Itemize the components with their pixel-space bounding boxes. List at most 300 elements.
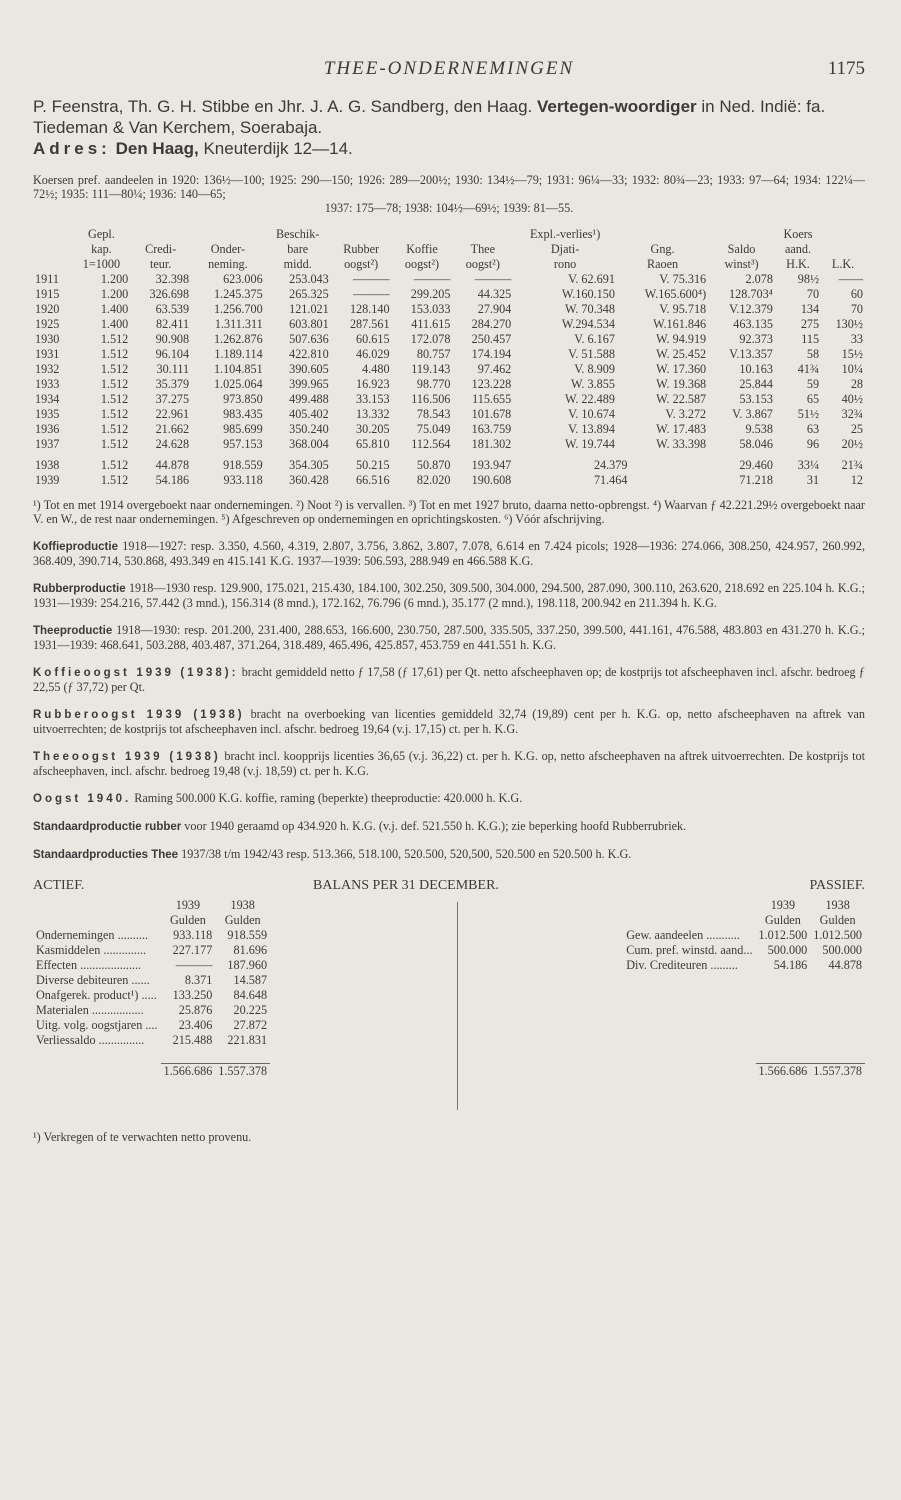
year-cell: 1911 [35,272,59,286]
table-cell: ——— [413,272,451,286]
table-cell: 174.194 [471,347,512,361]
table-cell: V. 10.674 [568,407,615,421]
paragraph-label: Rubberoogst 1939 (1938) [33,709,245,721]
balance-liabilities [623,898,865,1079]
paragraph-text: voor 1940 geraamd op 434.920 h. K.G. (v.j. def. 521.550 h. K.G.); zie beperking hoofd Rubberrubriek. [181,819,687,833]
year-cell: 1938 [35,458,60,472]
table-cell: ——— [353,287,390,301]
table-cell: 20½ [841,437,863,451]
year-cell: 1925 [35,317,60,331]
balance-item: Materialen ................. [36,1003,144,1017]
balance-total-row [623,1063,865,1079]
balance-footnote: ¹) Verkregen of te verwachten netto provenu. [33,1130,252,1144]
table-cell: 390.605 [289,362,329,376]
table-cell: 250.457 [471,332,512,346]
paragraph-text: Raming 500.000 K.G. koffie, raming (beperkte) theeproductie: 420.000 h. K.G. [131,791,523,805]
table-cell: 37.275 [155,392,190,406]
balance-spacer [623,1063,755,1079]
table-cell: 623.006 [223,272,263,286]
paragraph-label: Theeoogst 1939 (1938) [33,751,221,763]
table-row [33,392,865,407]
table-cell: 53.153 [739,392,773,406]
balance-value: 227.177 [172,943,213,957]
table-cell: 1.512 [100,347,129,361]
table-header-cell [331,227,392,242]
production-paragraph [33,819,865,834]
table-row [33,458,865,473]
koersen-block [33,173,865,215]
table-cell: 90.908 [155,332,190,346]
table-cell: V.13.357 [729,347,773,361]
paragraph-text: bracht gemiddeld netto ƒ 17,58 (ƒ 17,61) per Qt. netto afscheephaven op; de kostprijs tot afscheephaven incl. afschr. bedroeg ƒ 22,55 (ƒ 37,72) per Qt. [33,665,865,694]
table-cell: 24.628 [155,437,190,451]
table-cell: W.160.150 [561,287,615,301]
balance-value: 133.250 [172,988,213,1002]
table-cell: 97.462 [477,362,512,376]
year-cell: 1934 [35,392,60,406]
table-cell: 360.428 [289,473,329,487]
table-cell: 46.029 [356,347,390,361]
table-cell: 275 [800,317,820,331]
table-row [33,347,865,362]
table-cell: 32¾ [841,407,863,421]
balance-value: 81.696 [233,943,268,957]
balance-item: Kasmiddelen .............. [36,943,147,957]
paragraph-label: Koffieproductie [33,541,118,553]
table-cell: 1.311.311 [214,317,263,331]
balance-year: 1938 [825,898,850,912]
year-cell: 1915 [35,287,60,301]
paragraph-label: Rubberproductie [33,583,126,595]
balance-title: BALANS PER 31 DECEMBER. [313,878,499,893]
koersen-line-1: Koersen pref. aandeelen in 1920: 136½—100; 1925: 290—150; 1926: 289—200½; 1930: 134½—79; 1931: 96¼—33; 1932: 80¾—23; 1933: 97—64; 1934: 122¼—72½; 1935: 111—80¼; 1936: 140—65; [33,173,865,201]
table-cell: 98.770 [416,377,451,391]
table-cell: 28 [850,377,863,391]
balance-value: 84.648 [233,988,268,1002]
table-header-cell [617,227,708,242]
table-cell: 22.961 [155,407,190,421]
table-cell: 16.923 [356,377,390,391]
balance-value: 23.406 [178,1018,213,1032]
table-cell: 603.801 [289,317,329,331]
table-cell: 1.512 [100,392,129,406]
table-cell: W. 94.919 [656,332,707,346]
table-cell: V. 95.718 [659,302,707,316]
table-cell: 101.678 [471,407,512,421]
table-cell: W. 17.483 [656,422,707,436]
table-cell: W. 17.360 [656,362,707,376]
table-header-cell: midd. [283,257,312,271]
table-cell: 153.033 [410,302,451,316]
table-cell: 96.104 [155,347,190,361]
balance-value: 1.012.500 [813,928,862,942]
table-row [33,287,865,302]
table-header-row [33,242,865,257]
table-cell: 1.104.851 [213,362,263,376]
table-cell: 50.215 [356,458,390,472]
table-cell: 59 [806,377,820,391]
balance-value: 44.878 [828,958,862,972]
table-cell: 463.135 [733,317,773,331]
table-cell: W. 33.398 [656,437,707,451]
table-cell: 985.699 [223,422,263,436]
table-cell: W. 19.744 [564,437,615,451]
table-header-cell: Expl.-verlies¹) [529,227,601,241]
table-cell: 96 [806,437,820,451]
table-cell: 51½ [797,407,820,421]
balance-value: 54.186 [773,958,808,972]
table-cell: 112.564 [411,437,451,451]
year-cell: 1936 [35,422,60,436]
balance-divider [457,902,458,1110]
paragraph-text: 1918—1930: resp. 201.200, 231.400, 288.653, 166.600, 230.750, 287.500, 335.505, 337.250, 399.500, 441.161, 476.588, 483.803 en 431.270 h. K.G.; 1931—1939: 468.641, 503.288, 403.487, 371.264, 318.489, 465.496, 425.857, 453.759 en 441.551 h. K.G. [33,623,865,652]
production-paragraph [33,791,865,806]
table-cell: 933.118 [223,473,263,487]
table-cell: 405.402 [289,407,329,421]
balance-year: 1939 [175,898,201,912]
table-cell: 350.240 [289,422,329,436]
table-cell: 918.559 [223,458,263,472]
balance-item: Diverse debiteuren ...... [36,973,150,987]
balance-assets [33,898,270,1079]
balance-row [33,973,270,988]
table-cell: V. 13.894 [568,422,615,436]
year-cell: 1930 [35,332,60,346]
table-cell: 31 [806,473,820,487]
table-cell: 44.325 [477,287,512,301]
balance-spacer-row [623,1048,865,1063]
table-cell: W. 22.587 [656,392,707,406]
table-cell: 265.325 [289,287,329,301]
table-row [33,422,865,437]
production-paragraph [33,623,865,652]
intro-names: P. Feenstra, Th. G. H. Stibbe en Jhr. J. A. G. Sandberg, den Haag. [33,97,537,116]
year-cell: 1932 [35,362,60,376]
table-row [33,317,865,332]
intro-representative-label: Vertegen-woordiger [537,97,697,116]
balance-item: Effecten .................... [36,958,142,972]
paragraph-text: 1918—1927: resp. 3.350, 4.560, 4.319, 2.807, 3.756, 3.862, 3.807, 7.078, 6.614 en 7.424 picols; 1928—1936: 274.066, 308.250, 424.957, 260.992, 368.409, 390.714, 530.868, 493.349 en 415.141 K.G. 1937—1939: 506.593, 288.949 en 466.588 K.G. [33,539,865,568]
table-cell: 128.140 [349,302,390,316]
table-cell: 119.143 [411,362,451,376]
balance-row [623,928,865,943]
table-header-cell: Onder- [210,242,246,256]
balance-unit-row [623,913,865,928]
balance-total: 1.566.686 [756,1063,811,1079]
balance-total: 1.557.378 [215,1063,270,1079]
table-cell: 29.460 [739,458,773,472]
page-number: 1175 [827,58,865,79]
table-cell: 499.488 [289,392,329,406]
balance-year: 1938 [230,898,255,912]
table-cell: 354.305 [289,458,329,472]
table-cell: 1.512 [100,377,129,391]
table-cell: 1.512 [100,407,129,421]
table-cell: 60.615 [356,332,390,346]
table-header-cell: Credi- [145,242,177,256]
table-header-cell: Koers [783,227,813,241]
table-cell: 32.398 [155,272,190,286]
table-cell: 1.262.876 [213,332,263,346]
balance-spacer-row [623,1003,865,1018]
table-cell: 1.512 [100,362,129,376]
table-cell: W.161.846 [653,317,707,331]
table-cell: 983.435 [223,407,263,421]
table-cell: 12 [850,473,863,487]
table-cell: 128.703⁴ [729,287,773,301]
actief-label: ACTIEF. [33,878,85,893]
table-header-cell [191,227,265,242]
table-cell: 63.539 [155,302,190,316]
balance-item: Cum. pref. winstd. aand... [626,943,753,957]
table-cell: W.165.600⁴) [644,287,707,301]
balance-row [33,1033,270,1048]
year-cell: 1920 [35,302,60,316]
table-cell: V. 3.867 [732,407,773,421]
table-row [33,272,865,287]
table-header-cell [821,242,865,257]
year-cell: 1939 [35,473,60,487]
table-header-cell: rono [553,257,577,271]
table-header-cell: Gepl. [88,227,115,241]
balance-spacer [33,1063,161,1079]
table-header-cell [33,257,73,272]
table-cell: 368.004 [289,437,329,451]
table-cell: 15½ [841,347,863,361]
adres-city: Den Haag, [115,139,199,158]
table-header-cell [821,227,865,242]
balance-value: 933.118 [173,928,213,942]
table-row [33,302,865,317]
table-cell: 190.608 [471,473,512,487]
balance-year-row [33,898,270,913]
table-cell: 30.111 [156,362,190,376]
balance-spacer [623,898,755,913]
table-header-cell [452,227,513,242]
table-cell: 40½ [841,392,863,406]
table-header-cell: Saldo [727,242,756,256]
paragraph-text: bracht incl. koopprijs licenties 36,65 (v.j. 36,22) ct. per h. K.G. op, netto afscheephaven na aftrek uitvoerrechten. De kostprijs tot afscheephaven, incl. afschr. bedroeg 19,48 (v.j. 18,59) ct. per h. K.G. [33,749,865,778]
balance-item: Verliessaldo ............... [36,1033,145,1047]
balance-spacer-row [623,1033,865,1048]
balance-row [33,958,270,973]
table-header-cell: Koffie [406,242,438,256]
running-head [33,58,865,86]
table-cell: 134 [800,302,820,316]
balance-value: 25.876 [178,1003,213,1017]
table-header-cell [392,227,453,242]
production-paragraph [33,847,865,862]
year-cell: 1937 [35,437,60,451]
table-cell: 24.379 [593,458,628,472]
table-cell: 60 [850,287,863,301]
table-cell: V. 3.272 [665,407,707,421]
balance-item: Uitg. volg. oogstjaren .... [36,1018,158,1032]
paragraph-label: Oogst 1940. [33,793,132,805]
balance-value: 27.872 [233,1018,268,1032]
paragraph-text: bracht na overboeking van licenties gemiddeld 32,74 (19,89) cent per h. K.G. op, netto afscheephaven na aftrek van uitvoerrechten; de kostprijs tot afscheephaven incl. afschr. bedroeg 19,64 (v.j. 17,15) ct. per h. K.G. [33,707,866,736]
table-cell: 1.512 [100,332,129,346]
balance-total: 1.566.686 [161,1063,216,1079]
balance-spacer-row [623,1018,865,1033]
table-header-cell: Beschik- [276,227,320,241]
table-cell: W.294.534 [561,317,615,331]
table-cell: 30.205 [356,422,390,436]
table-cell: —— [838,272,863,286]
balance-unit: Gulden [764,913,801,927]
table-cell: 71.218 [739,473,773,487]
table-cell: 2.078 [745,272,773,286]
table-cell: 33.153 [356,392,390,406]
production-paragraph [33,581,865,610]
table-header-cell [33,242,73,257]
table-row [33,377,865,392]
balance-year-row [623,898,865,913]
year-cell: 1935 [35,407,60,421]
table-cell: 1.512 [100,422,129,436]
balance-value: 8.371 [184,973,213,987]
financial-table [33,227,865,488]
balance-value: 215.488 [172,1033,213,1047]
balance-unit: Gulden [819,913,856,927]
table-header-cell: Rubber [343,242,380,256]
table-cell: 65.810 [356,437,390,451]
table-cell: 82.020 [416,473,451,487]
table-header-cell: L.K. [831,257,855,271]
table-cell: 41¾ [797,362,820,376]
table-header-cell: oogst²) [404,257,440,271]
balance-year: 1939 [770,898,796,912]
balance-row [33,988,270,1003]
table-cell: 193.947 [471,458,512,472]
table-cell: 58 [806,347,820,361]
table-header-cell: Djati- [550,242,580,256]
table-cell: 1.400 [100,302,129,316]
table-cell: ——— [353,272,390,286]
production-paragraph [33,665,865,694]
table-cell: V. 51.588 [568,347,615,361]
table-cell: 1.512 [100,473,129,487]
balance-unit: Gulden [224,913,261,927]
table-cell: 115 [801,332,820,346]
table-cell: 35.379 [155,377,190,391]
table-cell: 70 [850,302,863,316]
table-cell: 1.189.114 [214,347,263,361]
balance-row [33,943,270,958]
balance-value: ——— [175,958,213,972]
balance-value: 221.831 [227,1033,268,1047]
balance-value: 500.000 [822,943,862,957]
table-cell: 71.464 [593,473,628,487]
table-cell: 287.561 [349,317,390,331]
adres-label: Adres: [33,139,111,158]
balance-unit-row [33,913,270,928]
table-header-cell [130,227,191,242]
table-cell: 1.200 [100,287,129,301]
table-cell: 1.200 [100,272,129,286]
balance-item: Onafgerek. product¹) ..... [36,988,157,1002]
table-header-row [33,257,865,272]
table-cell: 65 [806,392,820,406]
passief-label: PASSIEF. [809,878,865,893]
production-paragraphs [33,539,865,862]
table-cell: 1.400 [100,317,129,331]
table-cell: W. 70.348 [564,302,615,316]
table-cell: 70 [806,287,820,301]
table-cell: V. 6.167 [574,332,615,346]
table-cell: V. 62.691 [568,272,615,286]
table-header-cell: aand. [784,242,812,256]
table-header-cell: Gng. [650,242,675,256]
table-cell: W. 25.452 [656,347,707,361]
balance-value: 20.225 [233,1003,268,1017]
table-cell: 957.153 [223,437,263,451]
balance-header [33,878,865,898]
balance-spacer [33,898,161,913]
table-cell: 50.870 [416,458,451,472]
table-cell: V. 75.316 [659,272,707,286]
table-cell: 25.844 [739,377,773,391]
adres-street: Kneuterdijk 12—14. [198,139,353,158]
table-cell: 4.480 [362,362,390,376]
table-cell: 21¾ [841,458,863,472]
balance-item: Ondernemingen .......... [36,928,149,942]
table-cell: 27.904 [477,302,512,316]
paragraph-text: 1937/38 t/m 1942/43 resp. 513.366, 518.100, 520.500, 520,500, 520.500 en 520.500 h. K.G. [178,847,632,861]
table-notes: ¹) Tot en met 1914 overgeboekt naar ondernemingen. ²) Noot ²) is vervallen. ³) Tot en met 1927 bruto, daarna netto-opbrengst. ⁴) Waarvan ƒ 42.221.29½ overgeboekt naar V. en W., de rest naar ondernemingen. ⁵) Afgeschreven op ondernemingen en oprichtingskosten. ⁶) Vóór afschrijving. [33,498,865,526]
balance-row [623,958,865,973]
table-cell: 181.302 [471,437,512,451]
table-cell: 78.543 [416,407,451,421]
balance-item: Gew. aandeelen ........... [626,928,740,942]
table-cell: 1.512 [100,458,129,472]
production-paragraph [33,707,865,736]
balance-spacer [33,913,161,928]
balance-spacer-row [623,988,865,1003]
table-cell: 422.810 [289,347,329,361]
table-cell: 973.850 [223,392,263,406]
table-header-row [33,227,865,242]
balance-row [623,943,865,958]
table-cell: 33¼ [797,458,820,472]
table-cell: 13.332 [356,407,390,421]
table-cell: ——— [474,272,512,286]
balance-total: 1.557.378 [810,1063,865,1079]
table-row [33,407,865,422]
table-cell: 82.411 [156,317,190,331]
table-cell: 1.025.064 [213,377,263,391]
balance-total-row [33,1063,270,1079]
table-cell: 411.615 [411,317,451,331]
balance-value: 14.587 [233,973,268,987]
table-header-cell [33,227,73,242]
paragraph-label: Standaardproductie rubber [33,821,182,833]
paragraph-label: Koffieoogst 1939 (1938): [33,667,239,679]
year-cell: 1931 [35,347,60,361]
table-cell: 10.163 [739,362,773,376]
balance-spacer-row [623,973,865,988]
production-paragraph [33,749,865,778]
table-cell: 115.655 [472,392,512,406]
paragraph-text: 1918—1930 resp. 129.900, 175.021, 215.430, 184.100, 302.250, 309.500, 304.000, 294.500, 287.090, 300.110, 263.620, 218.692 en 225.104 h. K.G.; 1931—1939: 254.216, 57.442 (3 mnd.), 156.314 (8 mnd.), 172.162, 76.796 (6 mnd.), 35.177 (2 mnd.), 198.118, 200.942 en 211.394 h. K.G. [33,581,865,610]
table-header-cell: Thee [470,242,495,256]
table-cell: 130½ [835,317,863,331]
balance-row [33,1003,270,1018]
table-cell: 1.256.700 [213,302,263,316]
table-cell: 399.965 [289,377,329,391]
table-cell: 25 [850,422,863,436]
table-cell: 92.373 [739,332,773,346]
